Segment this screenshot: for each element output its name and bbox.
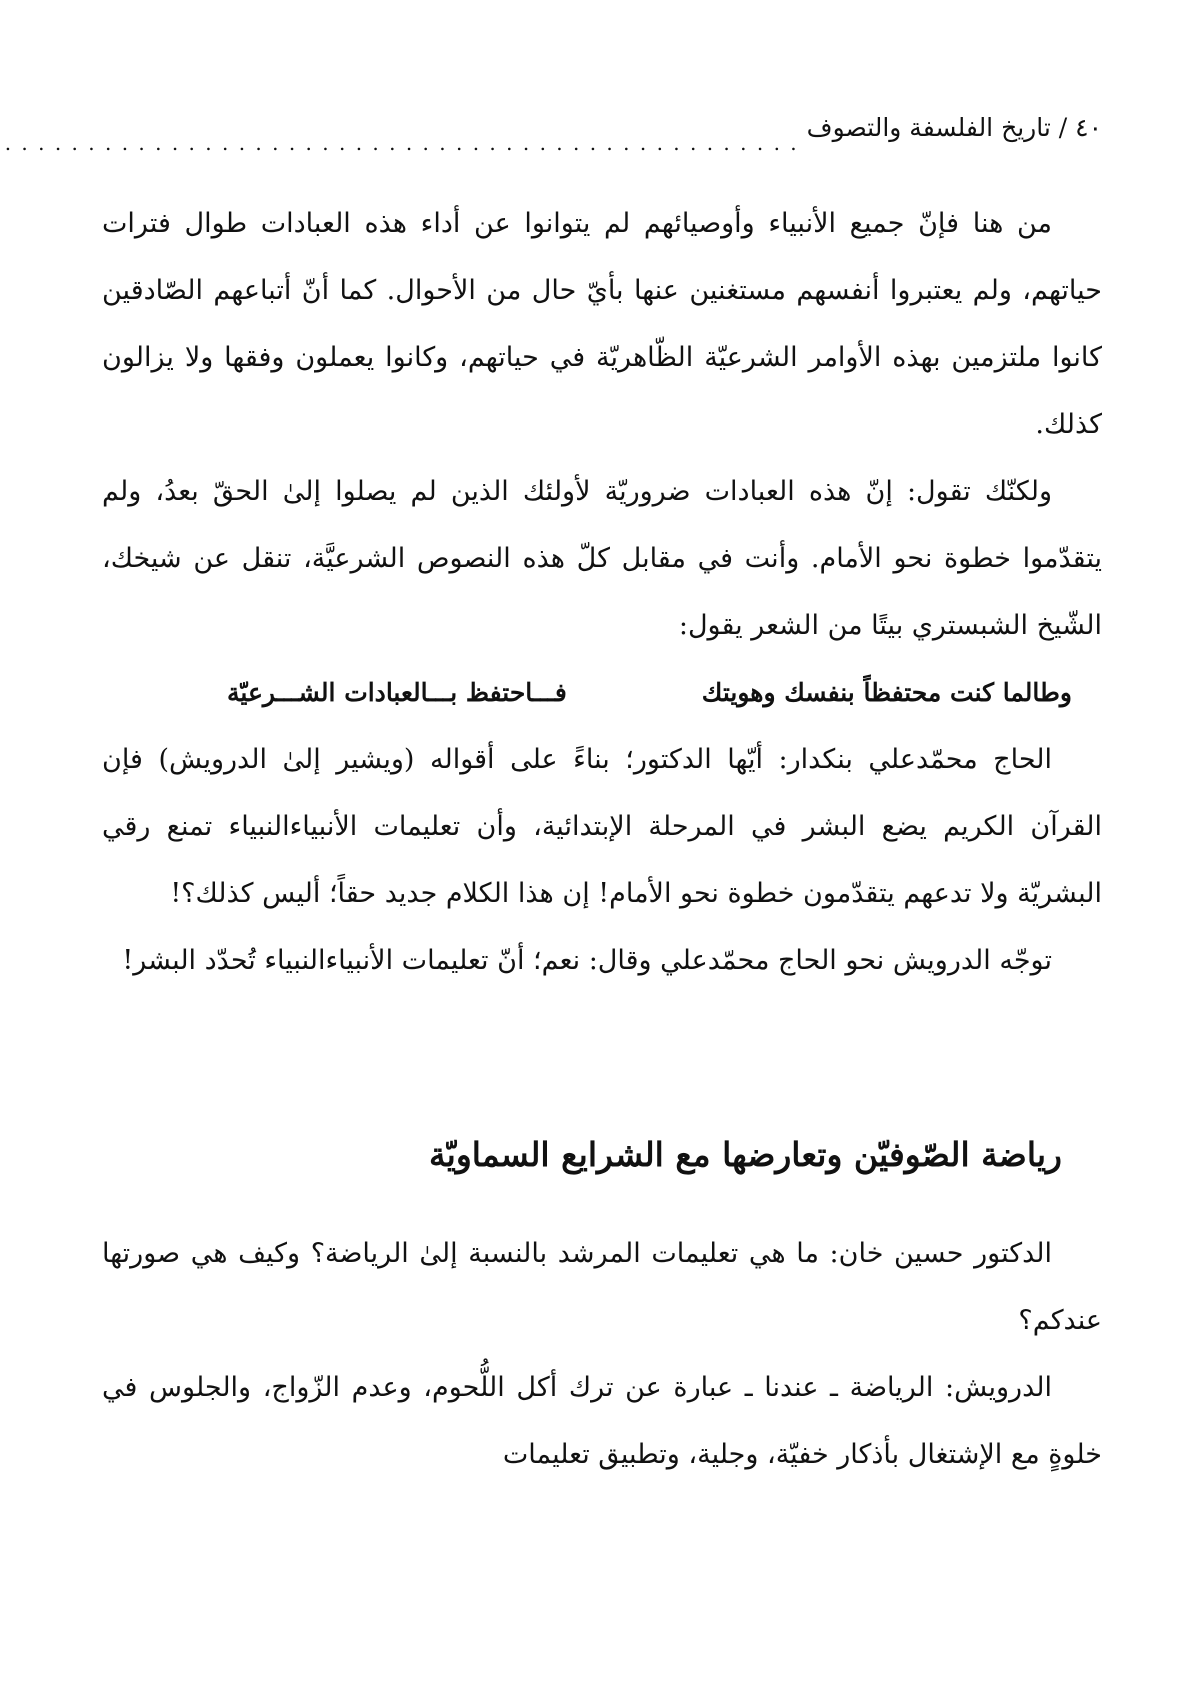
paragraph-2: ولكنّك تقول: إنّ هذه العبادات ضروريّة لأولئك الذين لم يصلوا إلىٰ الحقّ بعدُ، ولم يتقدّموا خطوة نحو الأمام. وأنت في مقابل كلّ هذه النصوص الشرعيَّة، تنقل عن شيخك، الشّيخ الشبستري بيتًا من الشعر يقول: bbox=[102, 476, 1102, 641]
paragraph-3: الحاج محمّدعلي بنكدار: أيّها الدكتور؛ بناءً على أقواله (ويشير إلىٰ الدرويش) فإن القرآن الكريم يضع البشر في المرحلة الإبتدائية، وأن تعليمات الأنبياءالنبياء تمنع رقي البشريّة ولا تدعهم يتقدّمون خطوة نحو الأمام! إن هذا الكلام جديد حقاً؛ أليس كذلك؟! bbox=[102, 744, 1102, 909]
verse-first-hemistich: وطالما كنت محتفظاً بنفسك وهويتك bbox=[701, 678, 1072, 707]
main-text-block bbox=[102, 190, 1102, 994]
section-paragraph-2: الدرويش: الرياضة ـ عندنا ـ عبارة عن ترك أكل اللُّحوم، وعدم الزّواج، والجلوس في خلوةٍ مع الإشتغال بأذكار خفيّة، وجلية، وتطبيق تعليمات bbox=[102, 1372, 1102, 1470]
section-paragraph-1: الدكتور حسين خان: ما هي تعليمات المرشد بالنسبة إلىٰ الرياضة؟ وكيف هي صورتها عندكم؟ bbox=[102, 1238, 1102, 1336]
page-number-and-book-title: ٤٠ / تاريخ الفلسفة والتصوف bbox=[806, 113, 1102, 142]
verse-second-hemistich: فـــاحتفظ بـــالعبادات الشـــرعيّة bbox=[227, 678, 567, 707]
poetry-verse bbox=[102, 659, 1102, 726]
paragraph-1: من هنا فإنّ جميع الأنبياء وأوصيائهم لم يتوانوا عن أداء هذه العبادات طوال فترات حياتهم، ولم يعتبروا أنفسهم مستغنين عنها بأيّ حال من الأحوال. كما أنّ أتباعهم الصّادقين كانوا ملتزمين بهذه الأوامر الشرعيّة الظّاهريّة في حياتهم، وكانوا يعملون وفقها ولا يزالون كذلك. bbox=[102, 208, 1102, 440]
header-dot-leader: . . . . . . . . . . . . . . . . . . . . . . . . . . . . . . . . . . . . . . . . . . . . . . . . bbox=[4, 131, 799, 155]
running-header bbox=[4, 108, 1102, 158]
paragraph-4: توجّه الدرويش نحو الحاج محمّدعلي وقال: نعم؛ أنّ تعليمات الأنبياءالنبياء تُحدّد البشر! bbox=[122, 945, 1052, 976]
section-text-block bbox=[102, 1220, 1102, 1488]
section-heading: رياضة الصّوفيّن وتعارضها مع الشرايع السماويّة bbox=[428, 1135, 1062, 1174]
